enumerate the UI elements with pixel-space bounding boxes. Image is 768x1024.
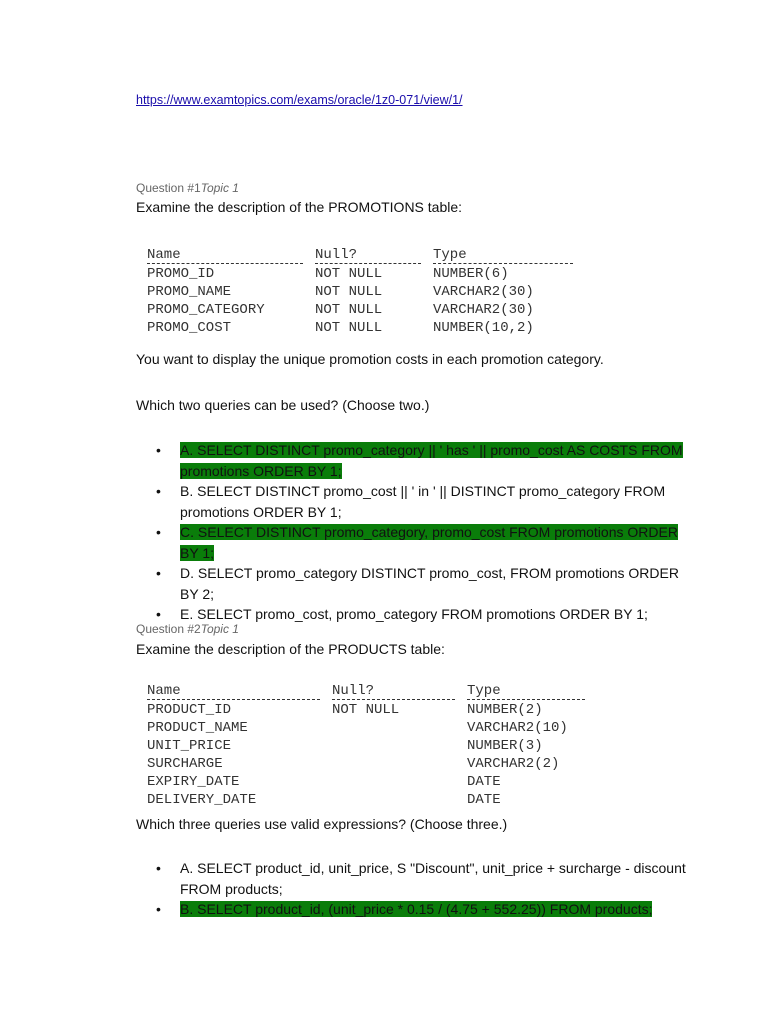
table-cell	[332, 737, 467, 755]
table-cell: SURCHARGE	[147, 756, 223, 772]
promotions-table	[147, 247, 573, 337]
table-cell: UNIT_PRICE	[147, 738, 232, 754]
table-header-row	[147, 683, 585, 701]
exam-link[interactable]: https://www.examtopics.com/exams/oracle/1z0-071/view/1/	[136, 93, 463, 107]
answer-option	[156, 563, 696, 604]
table-cell: PROMO_CATEGORY	[147, 302, 265, 318]
answer-option	[156, 858, 696, 899]
column-header-label: Name	[147, 683, 320, 700]
question-1-prompt: Which two queries can be used? (Choose two.)	[136, 397, 430, 413]
question-1-options	[156, 440, 696, 625]
table-cell: VARCHAR2(10)	[467, 720, 568, 736]
option-text: D. SELECT promo_category DISTINCT promo_cost, FROM promotions ORDER BY 2;	[180, 565, 679, 602]
column-header-label: Name	[147, 247, 303, 264]
answer-option	[156, 522, 696, 563]
topic-label: Topic 1	[200, 181, 239, 195]
question-label: Question #1	[136, 181, 201, 195]
table-cell: DELIVERY_DATE	[147, 792, 257, 808]
bullet-icon: •	[156, 901, 161, 917]
table-row	[147, 283, 573, 301]
bullet-icon: •	[156, 483, 161, 499]
column-header	[332, 683, 467, 701]
option-text: FROM products;	[180, 880, 283, 897]
table-cell: PRODUCT_ID	[147, 702, 232, 718]
table-row	[147, 319, 573, 337]
table-row	[147, 301, 573, 319]
bullet-icon: •	[156, 606, 161, 622]
table-cell: PROMO_COST	[147, 320, 232, 336]
question-1-intro: Examine the description of the PROMOTIONS table:	[136, 199, 463, 215]
table-row	[147, 791, 585, 809]
bullet-icon: •	[156, 524, 161, 540]
table-cell: NUMBER(10,2)	[433, 320, 534, 336]
question-1-text: You want to display the unique promotion costs in each promotion category.	[136, 351, 604, 367]
question-2-options	[156, 858, 696, 920]
bullet-icon: •	[156, 442, 161, 458]
question-1-header	[136, 181, 239, 195]
table-row	[147, 755, 585, 773]
question-2-text: Which three queries use valid expressions? (Choose three.)	[136, 816, 508, 832]
table-cell: EXPIRY_DATE	[147, 774, 240, 790]
table-cell: PRODUCT_NAME	[147, 720, 248, 736]
table-row	[147, 701, 585, 719]
table-cell: NUMBER(6)	[433, 266, 509, 282]
bullet-icon: •	[156, 565, 161, 581]
table-cell	[332, 719, 467, 737]
option-text: A. SELECT product_id, unit_price, S "Discount", unit_price + surcharge - discount	[180, 860, 686, 876]
column-header-label: Null?	[332, 683, 455, 700]
table-cell: NOT NULL	[332, 702, 400, 718]
option-text: promotions ORDER BY 1;	[180, 462, 342, 479]
table-cell	[332, 791, 467, 809]
question-label: Question #2	[136, 622, 201, 636]
column-header-label: Type	[433, 247, 573, 264]
option-text: A. SELECT DISTINCT promo_category || ' has ' || promo_cost AS COSTS FROM	[180, 442, 683, 458]
column-header	[147, 247, 315, 265]
column-header	[315, 247, 433, 265]
table-row	[147, 773, 585, 791]
answer-option	[156, 481, 696, 522]
table-cell: DATE	[467, 792, 501, 808]
option-text: B. SELECT DISTINCT promo_cost || ' in ' || DISTINCT promo_category FROM	[180, 483, 666, 499]
table-cell: PROMO_ID	[147, 266, 215, 282]
column-header	[467, 683, 585, 701]
option-text: C. SELECT DISTINCT promo_category, promo_cost FROM promotions ORDER BY 1;	[180, 524, 678, 561]
table-cell: PROMO_NAME	[147, 284, 232, 300]
option-text: E. SELECT promo_cost, promo_category FROM promotions ORDER BY 1;	[180, 606, 648, 622]
table-cell: DATE	[467, 774, 501, 790]
table-cell: VARCHAR2(30)	[433, 302, 534, 318]
answer-option	[156, 440, 696, 481]
table-cell: NOT NULL	[315, 320, 383, 336]
table-cell: NUMBER(2)	[467, 702, 543, 718]
table-cell: NOT NULL	[315, 266, 383, 282]
table-cell	[332, 755, 467, 773]
table-cell: VARCHAR2(30)	[433, 284, 534, 300]
column-header	[147, 683, 332, 701]
question-2-header	[136, 622, 239, 636]
table-cell: NUMBER(3)	[467, 738, 543, 754]
products-table	[147, 683, 585, 809]
option-text: B. SELECT product_id, (unit_price * 0.15 / (4.75 + 552.25)) FROM products;	[180, 901, 653, 917]
table-cell: VARCHAR2(2)	[467, 756, 560, 772]
column-header-label: Type	[467, 683, 585, 700]
answer-option	[156, 899, 696, 920]
column-header	[433, 247, 573, 265]
bullet-icon: •	[156, 860, 161, 876]
table-row	[147, 719, 585, 737]
table-cell: NOT NULL	[315, 284, 383, 300]
table-row	[147, 265, 573, 283]
table-cell: NOT NULL	[315, 302, 383, 318]
table-header-row	[147, 247, 573, 265]
question-2-intro: Examine the description of the PRODUCTS table:	[136, 641, 445, 657]
option-text: promotions ORDER BY 1;	[180, 503, 342, 520]
topic-label: Topic 1	[200, 622, 239, 636]
table-cell	[332, 773, 467, 791]
column-header-label: Null?	[315, 247, 421, 264]
table-row	[147, 737, 585, 755]
